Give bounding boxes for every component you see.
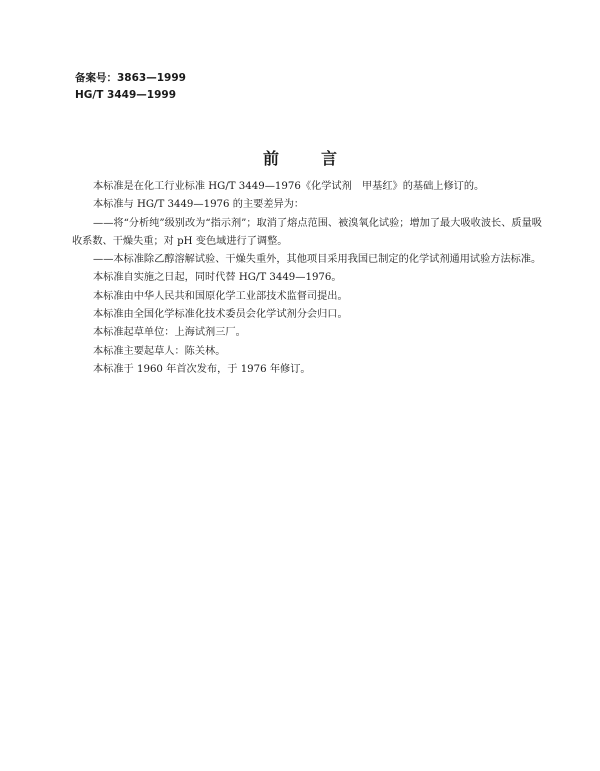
foreword-paragraph: 本标准由全国化学标准化技术委员会化学试剂分会归口。	[93, 309, 348, 321]
foreword-paragraph: ——本标准除乙醇溶解试验、干燥失重外，其他项目采用我国已制定的化学试剂通用试验方法标准。	[93, 254, 542, 266]
record-number: 备案号：3863—1999	[75, 72, 186, 84]
foreword-paragraph: 本标准与 HG/T 3449—1976 的主要差异为：	[93, 199, 305, 211]
standard-code: HG/T 3449—1999	[75, 89, 177, 101]
foreword-paragraph: 本标准由中华人民共和国原化学工业部技术监督司提出。	[93, 290, 348, 302]
foreword-body	[72, 178, 542, 379]
foreword-paragraph: 本标准主要起草人：陈关林。	[93, 345, 226, 357]
foreword-paragraph: 本标准是在化工行业标准 HG/T 3449—1976《化学试剂 甲基红》的基础上修订的。	[93, 181, 485, 192]
foreword-paragraph: 本标准于 1960 年首次发布，于 1976 年修订。	[93, 363, 311, 375]
foreword-paragraph: 本标准自实施之日起，同时代替 HG/T 3449—1976。	[93, 272, 342, 284]
foreword-paragraph: 本标准起草单位：上海试剂三厂。	[93, 327, 246, 339]
page-title: 前言	[262, 149, 379, 168]
foreword-paragraph: ——将“分析纯”级别改为“指示剂”；取消了熔点范围、被溴氧化试验；增加了最大吸收波长、质量吸收系数、干燥失重；对 pH 变色域进行了调整。	[72, 217, 542, 247]
document-header	[75, 70, 186, 104]
